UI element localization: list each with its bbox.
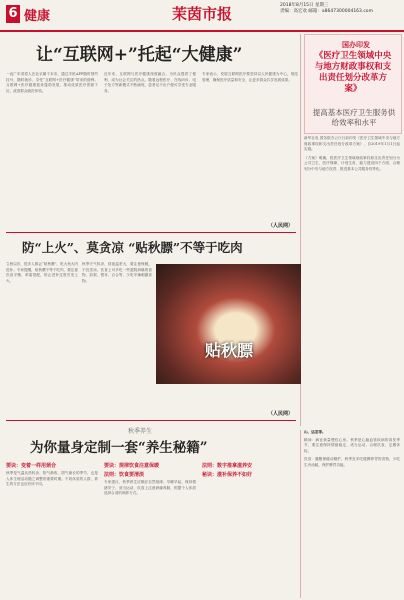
story2-byline: （人民网） bbox=[268, 411, 294, 417]
story3-subhead: 法则：饮食要清淡 bbox=[104, 472, 145, 478]
section-name: 健康 bbox=[24, 9, 51, 24]
story1-byline: （人民网） bbox=[268, 223, 294, 229]
story2-column-1 bbox=[6, 262, 78, 392]
story3-column-1 bbox=[6, 462, 98, 596]
story3-paragraph: 秋季是气温从热转凉、阳气渐收、阴气渐长的季节，也是人体生理活动随之调整的重要时期。不同体质的人群，养生的方法也应有所不同。 bbox=[6, 471, 98, 487]
section-number: 6 bbox=[6, 5, 20, 23]
page-header bbox=[0, 0, 404, 32]
story1-column-3 bbox=[202, 72, 298, 220]
story4-paragraph: 饮食：腰腹保健动精护，秋季宜多吃健脾养胃的食物，少吃生冷油腻，保护脾胃功能。 bbox=[304, 457, 400, 467]
story3-kicker: 秋季养生 bbox=[128, 428, 153, 435]
story1-paragraph: 专家表示，发展互联网医疗要坚持以人民健康为中心，规范管理，确保医疗质量和安全，让更多群众共享发展成果。 bbox=[202, 72, 298, 82]
sidebar-body bbox=[304, 136, 400, 416]
story4-column bbox=[304, 430, 400, 596]
story2-column-2 bbox=[82, 262, 152, 392]
story2-paragraph: 秋季天气转凉，昼夜温差大，要注意保暖，不宜贪凉。饮食上可多吃一些滋阴润燥的食物，如梨、银耳、百合等，少吃辛辣刺激食物。 bbox=[82, 262, 152, 283]
story3-subhead: 法则：数字推拿滋养安 bbox=[202, 463, 253, 469]
newspaper-brand: 茉茵市报 bbox=[172, 5, 233, 23]
sidebar-paragraph: 《方案》明确，将医疗卫生领域财政事权和支出责任划分为公共卫生、医疗保障、计划生育、能力建设四个方面，合理划分中央与地方权责，推进基本公共服务均等化。 bbox=[304, 155, 400, 171]
story1-column-2 bbox=[104, 72, 196, 220]
section-divider bbox=[6, 232, 296, 233]
header-meta bbox=[280, 3, 373, 15]
story1-column-1 bbox=[6, 72, 98, 220]
story3-subhead: 要诀：变着一样用颈合 bbox=[6, 463, 57, 469]
sidebar-subtitle: 提高基本医疗卫生服务供给效率和水平 bbox=[312, 108, 396, 127]
photo-caption: 贴秋膘 bbox=[205, 341, 254, 360]
story4-headline: 山、运差等。 bbox=[304, 430, 326, 434]
story3-column-2 bbox=[104, 462, 196, 596]
date-line: 2018年8月15日 星期三 bbox=[280, 3, 329, 8]
story3-headline: 为你量身定制一套“养生秘籍” bbox=[30, 440, 208, 456]
story3-subhead: 要诀：规律饮食注意保暖 bbox=[104, 463, 160, 469]
story3-subhead: 秘诀：滋补保养不如好 bbox=[202, 472, 253, 478]
story3-column-3 bbox=[202, 462, 298, 596]
story2-paragraph: 立秋以后，很多人都会“贴秋膘”，吃大鱼大肉进补。专家提醒，贴秋膘不等于吃肉，要注意饮食平衡，荤素搭配，防止进补过度引发上火。 bbox=[6, 262, 78, 283]
column-divider bbox=[300, 430, 301, 598]
sidebar-paragraph: 新华社电 国务院办公厅日前印发《医疗卫生领域中央与地方财政事权和支出责任划分改革方案》，自2019年1月1日起实施。 bbox=[304, 136, 400, 152]
meat-photo bbox=[156, 264, 301, 384]
story1-paragraph: 近年来，互联网与医疗健康深度融合，为民众提供了便利，成为社会关注的热点。随着远程医疗、在线问诊、电子处方等新模式不断涌现，患者足不出户便可享受专业服务。 bbox=[104, 72, 196, 93]
story1-headline: 让“互联网+”托起“大健康” bbox=[36, 45, 243, 65]
sidebar-tag: 国办印发 bbox=[342, 41, 370, 49]
editor-line: 责编：高宏欢 邮箱：a8647300004163.com bbox=[280, 9, 373, 14]
story1-paragraph: 一直广东省将人在北京属于本市，通过手机APP随时预约挂号，随时就诊，享受“互联网+医疗健康”带来的便利。互联网+医疗健康迎来蓬勃发展，推动优质医疗资源下沉，改善群众就医体验。 bbox=[6, 72, 98, 93]
section-divider bbox=[6, 420, 296, 421]
story3-paragraph: 专家建议，秋季养生应顺应自然规律，早睡早起，保持情绪安宁，适当运动，饮食上注意润燥养肺，根据个人体质选择合适的调养方式。 bbox=[104, 480, 196, 496]
sidebar-box bbox=[304, 34, 402, 134]
story4-paragraph: 精神：病宜黄量慢性心房。秋季是心脑血管疾病的高发季节，要注意保持情绪稳定，适当运动，合理饮食，定期体检。 bbox=[304, 437, 400, 453]
story2-headline: 防“上火”、莫贪凉 “贴秋膘”不等于吃肉 bbox=[22, 240, 243, 255]
sidebar-title: 《医疗卫生领域中央与地方财政事权和支出责任划分改革方案》 bbox=[314, 51, 392, 94]
